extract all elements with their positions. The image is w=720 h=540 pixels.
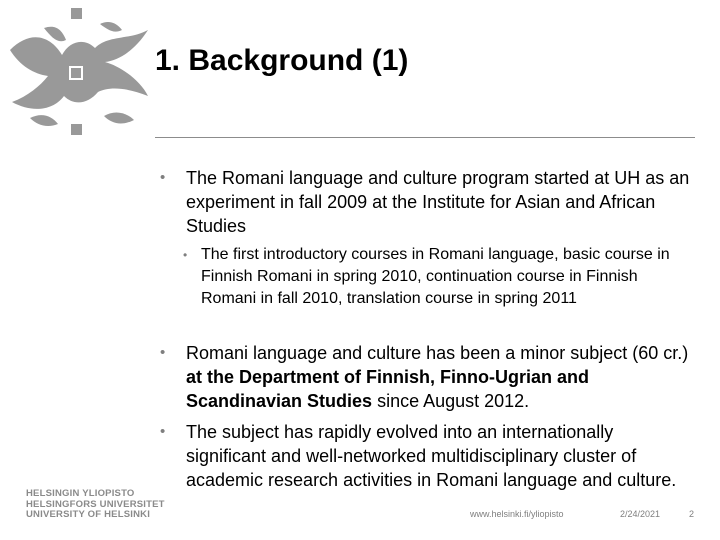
title-divider xyxy=(155,137,695,138)
helsinki-university-flame-logo-icon xyxy=(0,0,150,150)
bullet-item xyxy=(160,420,694,492)
bullet-text-bold: at the Department of Finnish, Finno-Ugrian and Scandinavian Studies xyxy=(186,367,589,411)
bullet-text-plain: Romani language and culture has been a minor subject (60 cr.) xyxy=(186,343,689,363)
bullet-item xyxy=(160,166,694,238)
bullet-item xyxy=(160,341,694,413)
footer-date: 2/24/2021 xyxy=(620,509,661,519)
footer-url: www.helsinki.fi/yliopisto xyxy=(470,509,564,519)
bullet-mark: • xyxy=(160,344,166,361)
university-name-line-en: UNIVERSITY OF HELSINKI xyxy=(26,509,151,520)
slide-title: 1. Background (1) xyxy=(155,44,409,77)
bullet-text: The Romani language and culture program started at UH as an experiment in fall 2009 at the Institute for Asian and African Studies xyxy=(186,168,690,236)
university-name-line-fi: HELSINGIN YLIOPISTO xyxy=(26,488,135,499)
university-name-line-sv: HELSINGFORS UNIVERSITET xyxy=(26,498,165,510)
bullet-text: The subject has rapidly evolved into an internationally significant and well-networked multidisciplinary cluster of academic research activities in Romani language and culture. xyxy=(186,422,677,490)
sub-bullet-item xyxy=(183,244,696,310)
sub-bullet-text: The first introductory courses in Romani language, basic course in Finnish Romani in spring 2010, continuation course in Finnish Romani in fall 2010, translation course in spring 2011 xyxy=(201,246,670,307)
bullet-mark: • xyxy=(160,423,166,440)
bullet-mark: • xyxy=(160,169,166,186)
sub-bullet-mark: • xyxy=(183,248,188,262)
university-name xyxy=(26,489,165,521)
footer-page-number: 2 xyxy=(689,509,695,519)
bullet-text-plain-end: since August 2012. xyxy=(372,391,530,411)
